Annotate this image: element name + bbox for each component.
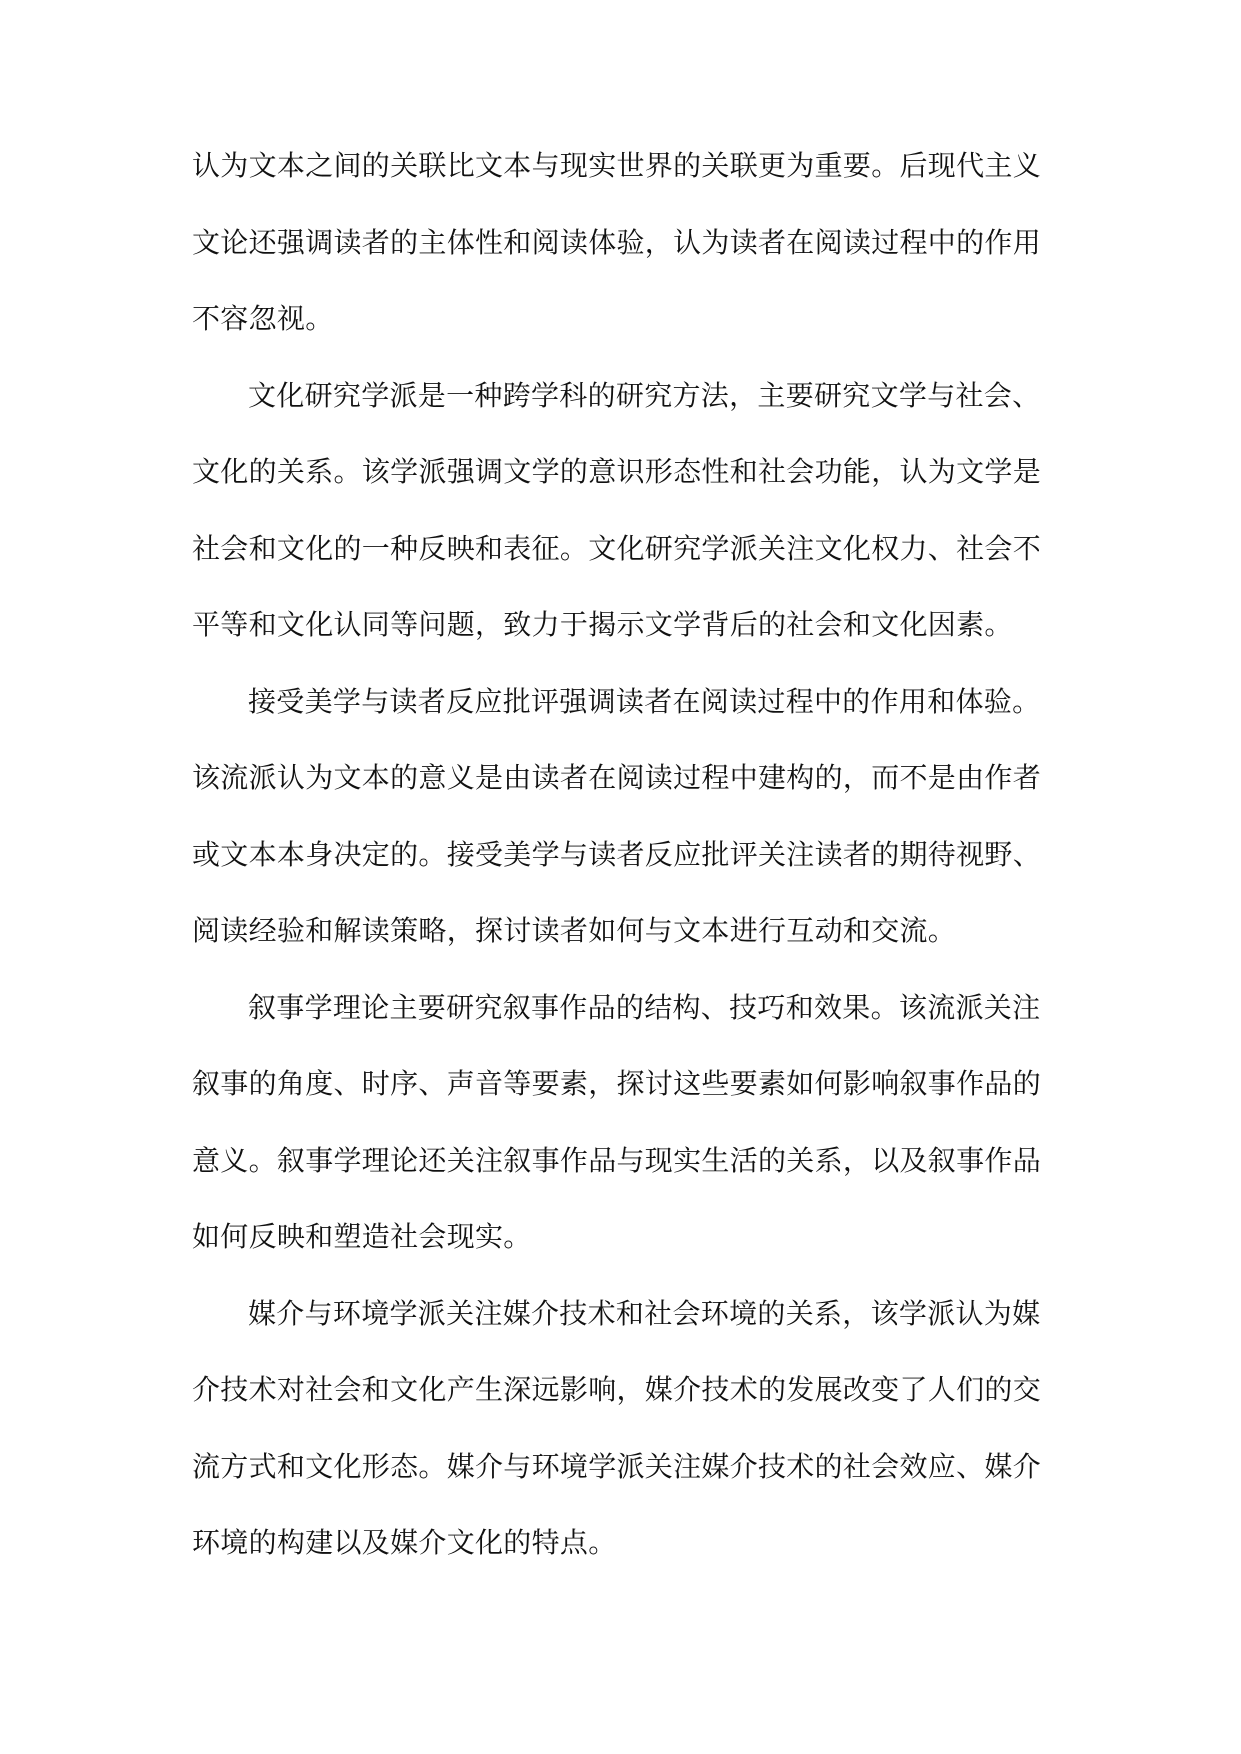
paragraph-line: 介技术对社会和文化产生深远影响，媒介技术的发展改变了人们的交 <box>192 1373 1042 1406</box>
paragraph-line: 或文本本身决定的。接受美学与读者反应批评关注读者的期待视野、 <box>192 837 1042 871</box>
paragraph-line: 文化的关系。该学派强调文学的意识形态性和社会功能，认为文学是 <box>192 455 1042 488</box>
paragraph-cultural-studies <box>192 378 1052 684</box>
paragraph-first-line: 叙事学理论主要研究叙事作品的结构、技巧和效果。该流派关注 <box>248 990 1041 1024</box>
paragraph-line: 叙事的角度、时序、声音等要素，探讨这些要素如何影响叙事作品的 <box>192 1067 1042 1100</box>
paragraph-line: 如何反映和塑造社会现实。 <box>192 1220 532 1253</box>
paragraph-line: 该流派认为文本的意义是由读者在阅读过程中建构的，而不是由作者 <box>192 761 1042 794</box>
paragraph-first-line: 接受美学与读者反应批评强调读者在阅读过程中的作用和体验。 <box>248 684 1041 718</box>
paragraph-line: 不容忽视。 <box>192 302 334 335</box>
paragraph-first-line: 媒介与环境学派关注媒介技术和社会环境的关系，该学派认为媒 <box>248 1296 1041 1330</box>
paragraph-line: 意义。叙事学理论还关注叙事作品与现实生活的关系，以及叙事作品 <box>192 1143 1042 1177</box>
paragraph-media-environment <box>192 1296 1052 1602</box>
paragraph-postmodern-continuation <box>192 148 1052 378</box>
paragraph-line: 阅读经验和解读策略，探讨读者如何与文本进行互动和交流。 <box>192 914 957 947</box>
paragraph-reception-aesthetics <box>192 684 1052 990</box>
paragraph-first-line: 文化研究学派是一种跨学科的研究方法，主要研究文学与社会、 <box>248 378 1041 412</box>
paragraph-narratology <box>192 990 1052 1296</box>
paragraph-line: 认为文本之间的关联比文本与现实世界的关联更为重要。后现代主义 <box>192 149 1042 182</box>
paragraph-line: 社会和文化的一种反映和表征。文化研究学派关注文化权力、社会不 <box>192 531 1042 565</box>
paragraph-line: 环境的构建以及媒介文化的特点。 <box>192 1526 617 1559</box>
paragraph-line: 流方式和文化形态。媒介与环境学派关注媒介技术的社会效应、媒介 <box>192 1449 1042 1483</box>
paragraph-line: 平等和文化认同等问题，致力于揭示文学背后的社会和文化因素。 <box>192 608 1013 641</box>
paragraph-line: 文论还强调读者的主体性和阅读体验，认为读者在阅读过程中的作用 <box>192 225 1042 259</box>
document-body <box>192 148 1052 1602</box>
